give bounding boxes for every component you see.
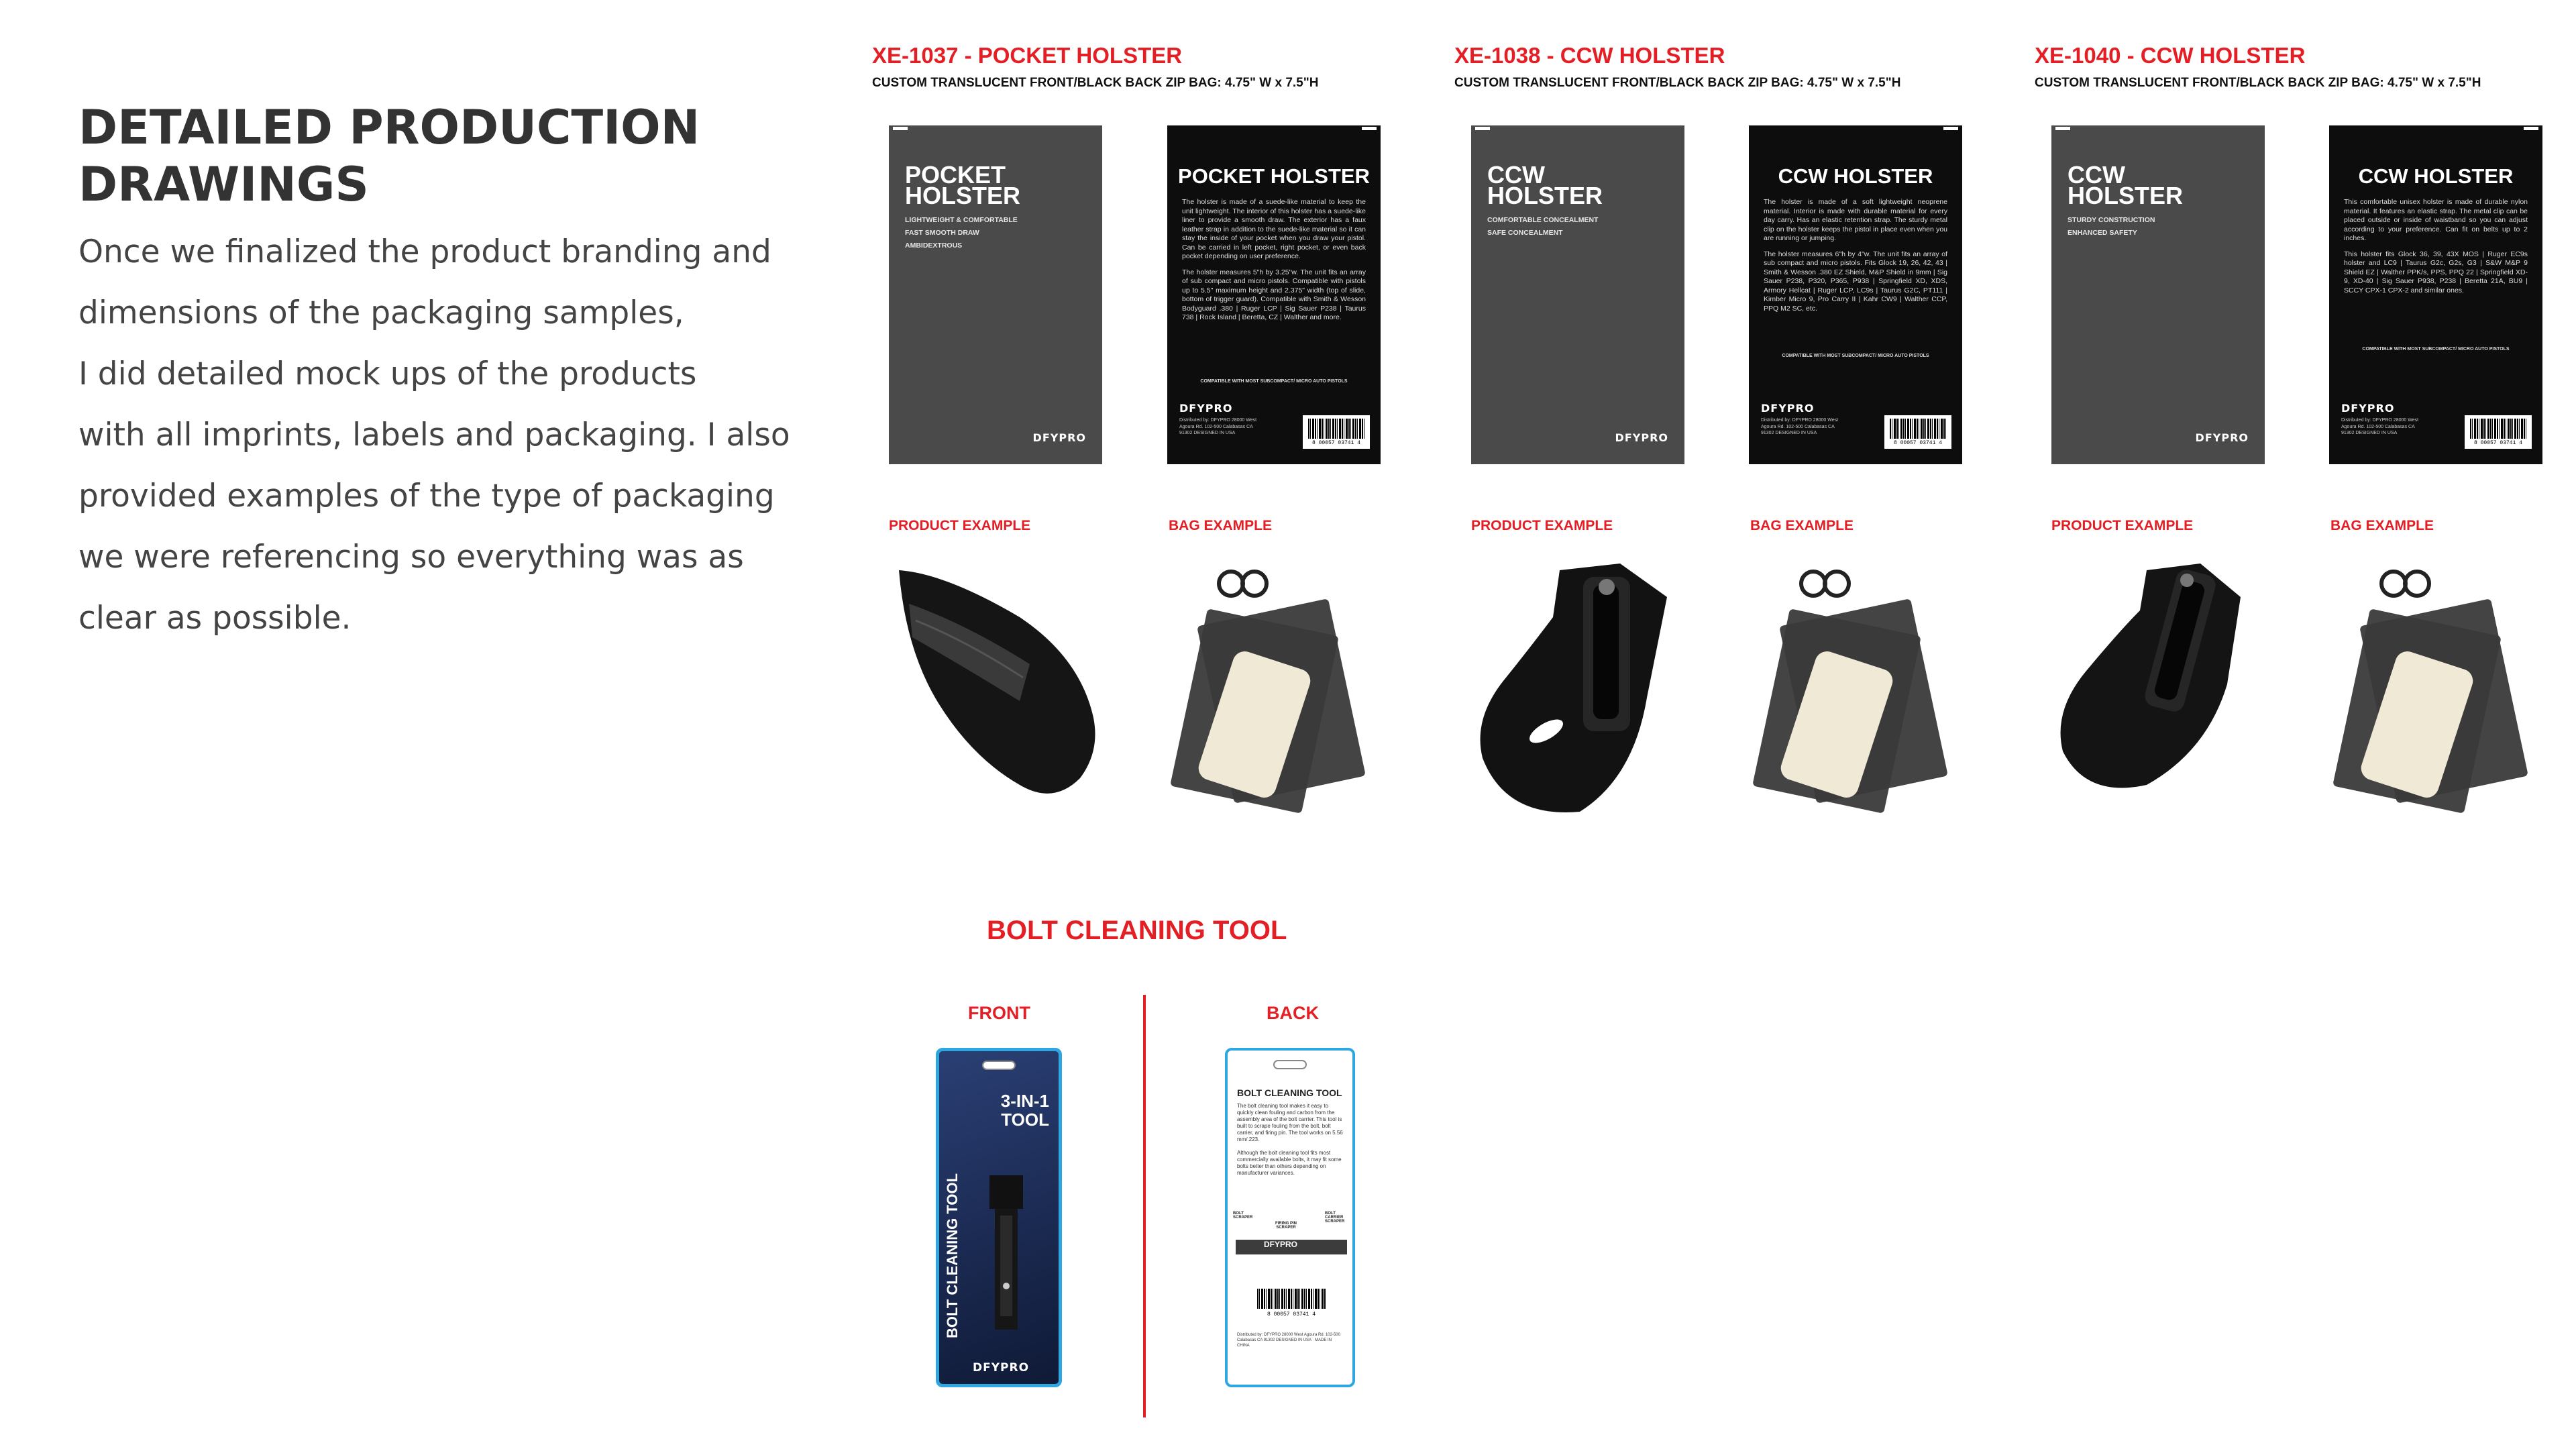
brand-logo: DFYPRO <box>1761 402 1815 415</box>
bag-front-mockup <box>1471 125 1684 464</box>
hang-tab <box>892 125 909 131</box>
diagram-label: BOLT CARRIER SCRAPER <box>1325 1212 1345 1224</box>
bag-back-mockup <box>2329 125 2542 464</box>
back-description <box>1237 1103 1343 1177</box>
page-title <box>78 99 749 213</box>
hang-tab <box>1942 125 1960 131</box>
bag-back-title: CCW HOLSTER <box>2358 164 2514 188</box>
front-title-line: CCW <box>1487 161 1545 189</box>
description-paragraph: Although the bolt cleaning tool fits most commercially available bolts, it may fit some bolts better than others depending on manufacturer variances. <box>1237 1150 1342 1176</box>
feature-item: ENHANCED SAFETY <box>2068 229 2137 237</box>
intro-paragraph <box>78 221 790 649</box>
blister-card-back <box>1225 1048 1355 1387</box>
brand-logo: DFYPRO <box>1032 431 1086 444</box>
back-title: BOLT CLEANING TOOL <box>1237 1087 1342 1098</box>
diagram-label: BOLT SCRAPER <box>1233 1212 1253 1220</box>
bag-example-label: BAG EXAMPLE <box>1169 518 1273 533</box>
product-description <box>1182 198 1366 329</box>
distributor-info: Distributed by: DFYPRO 28000 West Agoura Rd. 102-500 Calabasas CA 91302 DESIGNED IN USA · MADE IN CHINA <box>1237 1333 1340 1348</box>
hang-tab <box>1360 125 1378 131</box>
blister-card-front <box>936 1048 1062 1387</box>
tool-image <box>976 1162 1030 1343</box>
product-description <box>2344 198 2528 302</box>
product-title: XE-1037 - POCKET HOLSTER <box>872 43 1183 68</box>
barcode-number: 8 00057 03741 4 <box>1267 1311 1316 1318</box>
hang-hole <box>1273 1060 1307 1069</box>
product-subtitle: CUSTOM TRANSLUCENT FRONT/BLACK BACK ZIP BAG: 4.75" W x 7.5"H <box>2035 76 2481 90</box>
compatibility-note: COMPATIBLE WITH MOST SUBCOMPACT/ MICRO AUTO PISTOLS <box>1782 354 1929 358</box>
bag-front-title <box>1487 161 1603 209</box>
front-title-line: CCW <box>2068 161 2125 189</box>
intro-line: we were referencing so everything was as <box>78 539 744 576</box>
bag-example-label: BAG EXAMPLE <box>1750 518 1854 533</box>
hang-hole <box>982 1061 1016 1070</box>
description-paragraph: The holster measures 5"h by 3.25"w. The unit fits an array of sub compact and micro pistols. Compatible with pistols up to 5.5" maximum height and 2.375" width (top of slide, bottom of trigger guard). Compatible with Smith & Wesson Bodyguard .380 | Ruger LCP | Sig Sauer P238 | Taurus 738 | Rock Island | Beretta, CZ | Walther and more. <box>1182 268 1366 321</box>
brand-logo: DFYPRO <box>2195 431 2249 444</box>
zip-bag-image <box>1750 557 1978 825</box>
title-line-1: DETAILED PRODUCTION <box>78 100 700 155</box>
bag-back-title: CCW HOLSTER <box>1778 164 1933 188</box>
brand-logo: DFYPRO <box>1179 402 1233 415</box>
zip-bag-image <box>1167 557 1395 825</box>
distributor-info: Distributed by: DFYPRO 28000 West Agoura Rd. 102-500 Calabasas CA 91302 DESIGNED IN USA <box>2341 418 2419 435</box>
bag-front-mockup <box>2051 125 2265 464</box>
feature-list <box>2068 214 2155 239</box>
distributor-info: Distributed by: DFYPRO 28000 West Agoura Rd. 102-500 Calabasas CA 91302 DESIGNED IN USA <box>1761 418 1839 435</box>
product-title: XE-1040 - CCW HOLSTER <box>2035 43 2306 68</box>
intro-line: provided examples of the type of packaging <box>78 478 775 515</box>
feature-list <box>905 214 1018 252</box>
barcode <box>2465 415 2532 449</box>
product-subtitle: CUSTOM TRANSLUCENT FRONT/BLACK BACK ZIP BAG: 4.75" W x 7.5"H <box>1454 76 1901 90</box>
vertical-tool-name: BOLT CLEANING TOOL <box>944 1173 961 1338</box>
bag-front-mockup <box>889 125 1102 464</box>
barcode-number: 8 00057 03741 4 <box>2473 440 2522 446</box>
ccw-holster-image <box>2046 557 2274 825</box>
barcode <box>1884 415 1951 449</box>
intro-line: I did detailed mock ups of the products <box>78 356 697 392</box>
intro-line: Once we finalized the product branding and <box>78 233 771 270</box>
diagram-label: FIRING PIN SCRAPER <box>1275 1222 1297 1230</box>
hang-tab <box>2054 125 2072 131</box>
feature-item: STURDY CONSTRUCTION <box>2068 216 2155 224</box>
description-paragraph: The holster is made of a soft lightweight neoprene material. Interior is made with durable material for every day carry. Has an elastic retention strap. The sturdy metal clip on the holster keeps the pistol in place even when you are running or jumping. <box>1764 198 1947 242</box>
hang-tab <box>2522 125 2540 131</box>
description-paragraph: This holster fits Glock 36, 39, 43X MOS | Ruger EC9s holster and LC9 | Taurus G2c, G2s, G3 | S&W M&P 9 Shield EZ | Walther PPK/s, PPS, PPQ 22 | Springfield XD-9, XD-40 | Sig Sauer P938, P238 | Beretta 21A, BU9 | SCCY CPX-1 CPX-2 and similar ones. <box>2344 250 2528 294</box>
feature-item: SAFE CONCEALMENT <box>1487 229 1563 237</box>
ccw-holster-image <box>1466 557 1694 825</box>
badge-line: TOOL <box>1001 1110 1049 1130</box>
feature-item: LIGHTWEIGHT & COMFORTABLE <box>905 216 1018 224</box>
bolt-tool-title: BOLT CLEANING TOOL <box>987 916 1287 945</box>
product-example-label: PRODUCT EXAMPLE <box>2051 518 2194 533</box>
badge-line: 3-IN-1 <box>1000 1091 1049 1111</box>
bag-back-mockup <box>1167 125 1381 464</box>
feature-item: FAST SMOOTH DRAW <box>905 229 979 237</box>
product-example-label: PRODUCT EXAMPLE <box>1471 518 1613 533</box>
hang-tab <box>1474 125 1491 131</box>
bag-back-mockup <box>1749 125 1962 464</box>
barcode-number: 8 00057 03741 4 <box>1893 440 1942 446</box>
brand-logo: DFYPRO <box>973 1361 1030 1375</box>
product-subtitle: CUSTOM TRANSLUCENT FRONT/BLACK BACK ZIP BAG: 4.75" W x 7.5"H <box>872 76 1319 90</box>
bag-back-title: POCKET HOLSTER <box>1178 164 1370 188</box>
barcode <box>1303 415 1370 449</box>
tool-badge <box>1001 1091 1049 1129</box>
front-label: FRONT <box>968 1003 1030 1023</box>
feature-item: AMBIDEXTROUS <box>905 241 963 250</box>
front-title-line: HOLSTER <box>905 182 1021 209</box>
description-paragraph: This comfortable unisex holster is made of durable nylon material. It features an elastic strap. The metal clip can be placed outside or inside of waistband so you can adjust according to your preference. Can fit on belts up to 2 inches. <box>2344 198 2528 242</box>
front-title-line: POCKET <box>905 161 1006 189</box>
barcode <box>1254 1289 1328 1319</box>
pocket-holster-image <box>885 557 1114 825</box>
description-paragraph: The holster measures 6"h by 4"w. The unit fits an array of sub compact and micro pistols. Fits Glock 19, 26, 42, 43 | Smith & Wesson .380 EZ Shield, M&P Shield in 9mm | Sig Sauer P238, P320, P365, P938 | Springfield XD, XDS, Armory Hellcat | Ruger LCP, LC9s | Taurus G2C, PT111 | Kimber Micro 9, Pro Carry II | Kahr CW9 | Walther CCP, PPQ M2 SC, etc. <box>1764 250 1947 313</box>
brand-logo: DFYPRO <box>1615 431 1668 444</box>
brand-logo: DFYPRO <box>1264 1240 1298 1249</box>
feature-item: COMFORTABLE CONCEALMENT <box>1487 216 1599 224</box>
compatibility-note: COMPATIBLE WITH MOST SUBCOMPACT/ MICRO AUTO PISTOLS <box>2362 347 2510 352</box>
product-description <box>1764 198 1947 320</box>
bag-front-title <box>2068 161 2184 209</box>
description-paragraph: The bolt cleaning tool makes it easy to quickly clean fouling and carbon from the assembly area of the bolt carrier. This tool is built to scrape fouling from the bolt, bolt carrier, and firing pin. The tool works on 5.56 mm/.223. <box>1237 1103 1343 1142</box>
divider-line <box>1143 995 1146 1417</box>
bag-example-label: BAG EXAMPLE <box>2330 518 2434 533</box>
brand-logo: DFYPRO <box>2341 402 2395 415</box>
distributor-info: Distributed by: DFYPRO 28000 West Agoura Rd. 102-500 Calabasas CA 91302 DESIGNED IN USA <box>1179 418 1257 435</box>
feature-list <box>1487 214 1598 239</box>
compatibility-note: COMPATIBLE WITH MOST SUBCOMPACT/ MICRO AUTO PISTOLS <box>1200 379 1348 384</box>
intro-line: dimensions of the packaging samples, <box>78 294 684 331</box>
title-line-2: DRAWINGS <box>78 157 369 212</box>
intro-line: clear as possible. <box>78 600 352 637</box>
front-title-line: HOLSTER <box>1487 182 1603 209</box>
zip-bag-image <box>2330 557 2558 825</box>
front-title-line: HOLSTER <box>2068 182 2184 209</box>
bag-front-title <box>905 161 1021 209</box>
description-paragraph: The holster is made of a suede-like material to keep the unit lightweight. The interior of this holster has a suede-like liner to provide a smooth draw. The exterior has a faux leather strap in addition to the suede-like material so it can stay the inside of your pocket when you draw your pistol. Can be carried in left pocket, right pocket, or even back pocket depending on user preference. <box>1182 198 1366 260</box>
barcode-number: 8 00057 03741 4 <box>1311 440 1360 446</box>
intro-line: with all imprints, labels and packaging. I also <box>78 417 790 453</box>
product-example-label: PRODUCT EXAMPLE <box>889 518 1031 533</box>
product-title: XE-1038 - CCW HOLSTER <box>1454 43 1725 68</box>
back-label: BACK <box>1267 1003 1319 1023</box>
